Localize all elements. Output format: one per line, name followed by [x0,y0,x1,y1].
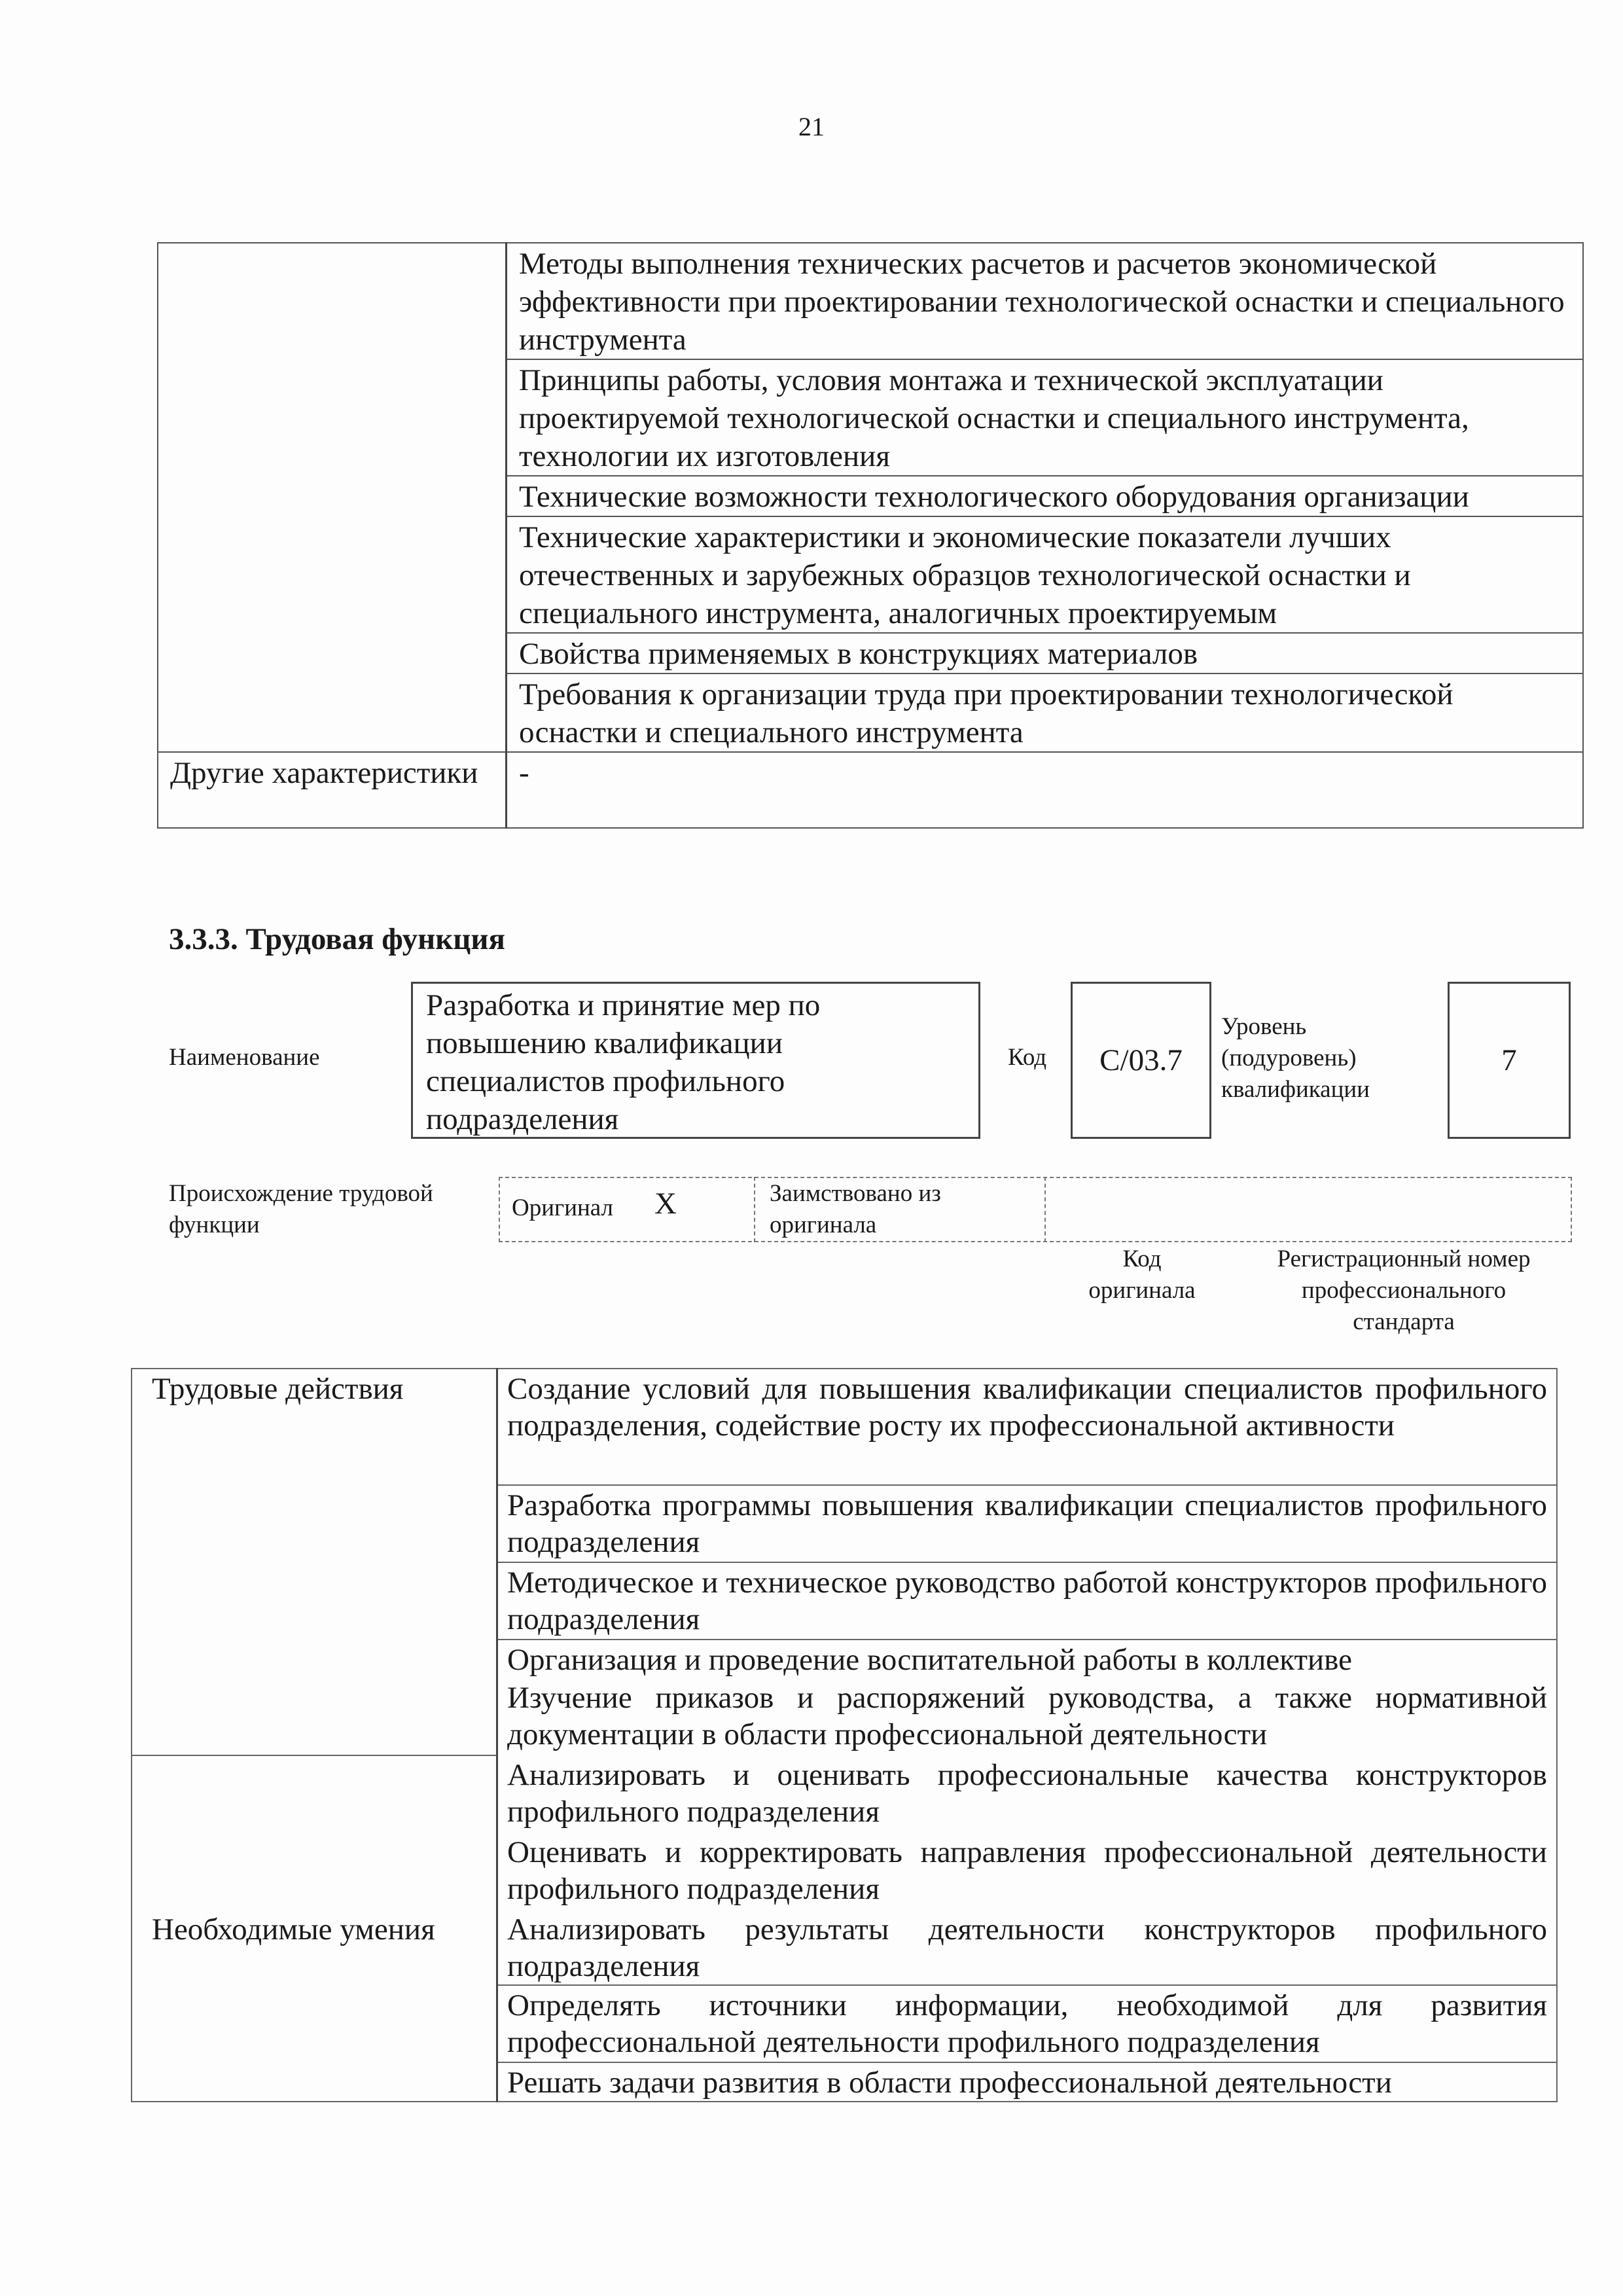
knowledge-item: Технические возможности технологического оборудования организации [507,476,1584,516]
required-skills-label: Необходимые умения [132,1755,497,2102]
borrowed-label: Заимствовано из оригинала [770,1180,941,1238]
other-characteristics-value: - [507,752,1584,828]
knowledge-table [157,242,1584,829]
skill-item: Анализировать результаты деятельности конструкторов профильного подразделения [497,1910,1558,1985]
labor-action-item: Разработка программы повышения квалификации специалистов профильного подразделения [497,1485,1558,1562]
skill-item: Оценивать и корректировать направления профессиональной деятельности профильного подразделения [497,1833,1558,1910]
labor-actions-label: Трудовые действия [132,1369,497,1755]
knowledge-item: Свойства применяемых в конструкциях материалов [507,633,1584,673]
section-title: 3.3.3. Трудовая функция [169,922,505,956]
name-label: Наименование [169,1044,320,1071]
origin-label: Происхождение трудовой функции [169,1180,433,1238]
labor-action-item: Организация и проведение воспитательной работы в коллективе [497,1640,1558,1678]
labor-action-item: Создание условий для повышения квалификации специалистов профильного подразделения, содействие росту их профессиональной активности [497,1369,1558,1485]
code-label: Код [1008,1044,1047,1071]
labor-action-item: Изучение приказов и распоряжений руководства, а также нормативной документации в области профессиональной деятельности [497,1678,1558,1755]
function-name-box: Разработка и принятие мер по повышению квалификации специалистов профильного подразделения [411,982,980,1139]
page-number: 21 [798,112,825,141]
skill-item: Решать задачи развития в области профессиональной деятельности [497,2062,1558,2102]
knowledge-item: Технические характеристики и экономические показатели лучших отечественных и зарубежных образцов технологической оснастки и специального инструмента, аналогичных проектируемым [507,516,1584,633]
level-label: Уровень (подуровень) квалификации [1221,1013,1370,1103]
reg-number-caption: Регистрационный номер профессионального стандарта [1277,1246,1531,1335]
origin-divider [1044,1177,1046,1242]
knowledge-left-cell [158,243,507,752]
origin-divider [754,1177,755,1242]
knowledge-item: Принципы работы, условия монтажа и технической эксплуатации проектируемой технологической оснастки и специального инструмента, технологии их изготовления [507,359,1584,476]
knowledge-item: Методы выполнения технических расчетов и расчетов экономической эффективности при проектировании технологической оснастки и специального инструмента [507,243,1584,359]
level-value-box: 7 [1448,982,1571,1139]
labor-action-item: Методическое и техническое руководство работой конструкторов профильного подразделения [497,1562,1558,1640]
skill-item: Анализировать и оценивать профессиональные качества конструкторов профильного подразделения [497,1755,1558,1833]
original-mark: X [654,1187,677,1221]
skill-item: Определять источники информации, необходимой для развития профессиональной деятельности профильного подразделения [497,1985,1558,2062]
code-original-caption: Код оригинала [1088,1246,1196,1304]
actions-skills-table [131,1368,1558,2102]
original-label: Оригинал [512,1194,614,1221]
other-characteristics-label: Другие характеристики [158,752,507,828]
code-value-box: C/03.7 [1071,982,1211,1139]
knowledge-item: Требования к организации труда при проектировании технологической оснастки и специального инструмента [507,673,1584,752]
